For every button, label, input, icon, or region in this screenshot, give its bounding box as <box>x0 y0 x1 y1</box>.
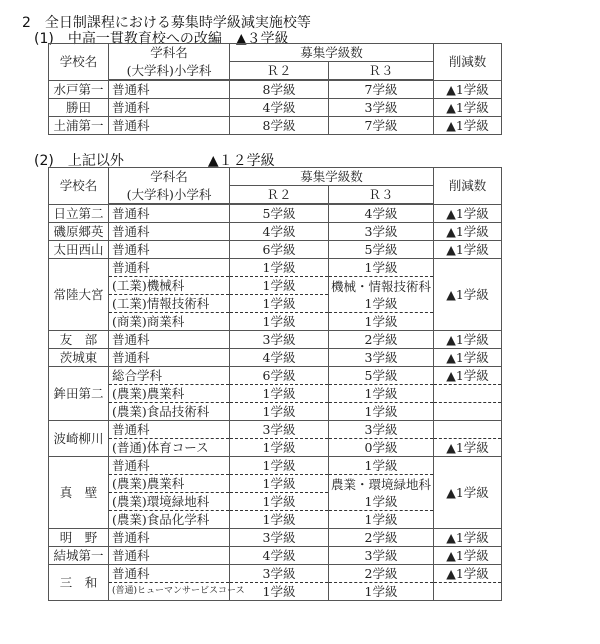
r2-value: 8学級 <box>230 80 329 99</box>
reduction-value: ▲1学級 <box>434 204 502 223</box>
header-reduction: 削減数 <box>434 44 502 81</box>
r2-value: 1学級 <box>230 493 329 511</box>
r2-value: 3学級 <box>230 331 329 349</box>
dept-name: 普通科 <box>109 204 230 223</box>
table-row <box>49 385 502 403</box>
dept-name: (商業)商業科 <box>109 313 230 331</box>
reduction-value: ▲1学級 <box>434 241 502 259</box>
reduction-value: ▲1学級 <box>434 547 502 565</box>
r2-value: 1学級 <box>230 295 329 313</box>
header-row <box>49 44 502 62</box>
r3-value: 1学級 <box>329 385 434 403</box>
header-r2: Ｒ２ <box>230 62 329 81</box>
r3-value: 5学級 <box>329 367 434 385</box>
table-row <box>49 457 502 475</box>
r2-value: 1学級 <box>230 403 329 421</box>
dept-name: (農業)農業科 <box>109 475 230 493</box>
r2-value: 1学級 <box>230 457 329 475</box>
r3-value: 1学級 <box>329 313 434 331</box>
r3-merged-count: 1学級 <box>364 295 398 311</box>
r3-value <box>329 277 434 313</box>
reduction-value <box>434 385 502 403</box>
table-row <box>49 259 502 277</box>
section-1-heading: (1) 中高一貫教育校への改編 ▲３学級 <box>34 31 289 47</box>
r3-value: 1学級 <box>329 403 434 421</box>
header-r2: Ｒ２ <box>230 186 329 205</box>
r2-value: 1学級 <box>230 313 329 331</box>
reduction-value: ▲1学級 <box>434 80 502 99</box>
header-dept-sub: (大学科)小学科 <box>109 186 230 205</box>
reduction-value <box>434 403 502 421</box>
dept-name: 普通科 <box>109 259 230 277</box>
r3-value <box>329 475 434 511</box>
table-row <box>49 403 502 421</box>
dept-name: 普通科 <box>109 80 230 99</box>
r2-value: 3学級 <box>230 565 329 583</box>
dept-name: 普通科 <box>109 331 230 349</box>
table-row <box>49 349 502 367</box>
table-row <box>49 223 502 241</box>
table-row <box>49 547 502 565</box>
school-name: 鉾田第二 <box>49 367 109 421</box>
header-school: 学校名 <box>49 44 109 81</box>
table-row <box>49 367 502 385</box>
r3-merged-name: 機械・情報技術科 <box>331 278 432 294</box>
reduction-value: ▲1学級 <box>434 117 502 135</box>
r3-value: 3学級 <box>329 223 434 241</box>
reduction-table-1 <box>48 43 502 135</box>
dept-name: (工業)機械科 <box>109 277 230 295</box>
school-name: 磯原郷英 <box>49 223 109 241</box>
r3-value: 1学級 <box>329 583 434 601</box>
header-dept: 学科名 <box>109 168 230 186</box>
school-name: 真 壁 <box>49 457 109 529</box>
header-recruit: 募集学級数 <box>230 168 434 186</box>
r2-value: 1学級 <box>230 475 329 493</box>
r3-merged-count: 1学級 <box>364 493 398 509</box>
r3-value: 0学級 <box>329 439 434 457</box>
document-title: 2 全日制課程における募集時学級減実施校等 <box>22 15 311 31</box>
header-reduction: 削減数 <box>434 168 502 205</box>
header-r3: Ｒ３ <box>329 62 434 81</box>
table-row <box>49 331 502 349</box>
school-name: 結城第一 <box>49 547 109 565</box>
header-dept-sub: (大学科)小学科 <box>109 62 230 81</box>
dept-name: 普通科 <box>109 99 230 117</box>
school-name: 日立第二 <box>49 204 109 223</box>
dept-name: 普通科 <box>109 241 230 259</box>
r2-value: 5学級 <box>230 204 329 223</box>
section-2-heading: (2) 上記以外 ▲１２学級 <box>34 153 275 169</box>
dept-name: 普通科 <box>109 349 230 367</box>
dept-name: (農業)食品化学科 <box>109 511 230 529</box>
r3-value: 1学級 <box>329 511 434 529</box>
table-row <box>49 241 502 259</box>
r2-value: 1学級 <box>230 259 329 277</box>
reduction-value: ▲1学級 <box>434 223 502 241</box>
r2-value: 1学級 <box>230 583 329 601</box>
school-name: 明 野 <box>49 529 109 547</box>
r3-value: 3学級 <box>329 349 434 367</box>
dept-name: 普通科 <box>109 421 230 439</box>
r3-value: 3学級 <box>329 547 434 565</box>
reduction-value: ▲1学級 <box>434 529 502 547</box>
r2-value: 4学級 <box>230 349 329 367</box>
reduction-table-2 <box>48 167 502 601</box>
school-name: 茨城東 <box>49 349 109 367</box>
reduction-value: ▲1学級 <box>434 99 502 117</box>
r3-value: 1学級 <box>329 457 434 475</box>
dept-name: 普通科 <box>109 223 230 241</box>
reduction-value <box>434 583 502 601</box>
r3-merged-name: 農業・環境緑地科 <box>331 476 432 492</box>
school-name: 波崎柳川 <box>49 421 109 457</box>
dept-name: (農業)食品技術科 <box>109 403 230 421</box>
school-name: 勝田 <box>49 99 109 117</box>
reduction-value: ▲1学級 <box>434 331 502 349</box>
table-row <box>49 565 502 583</box>
r2-value: 8学級 <box>230 117 329 135</box>
table-row <box>49 99 502 117</box>
header-row <box>49 168 502 186</box>
r3-value: 7学級 <box>329 117 434 135</box>
header-dept: 学科名 <box>109 44 230 62</box>
dept-name: 普通科 <box>109 565 230 583</box>
school-name: 太田西山 <box>49 241 109 259</box>
r3-value: 5学級 <box>329 241 434 259</box>
r3-value: 7学級 <box>329 80 434 99</box>
school-name: 友 部 <box>49 331 109 349</box>
school-name: 水戸第一 <box>49 80 109 99</box>
dept-name: (農業)農業科 <box>109 385 230 403</box>
header-school: 学校名 <box>49 168 109 205</box>
reduction-value <box>434 421 502 439</box>
dept-name: 総合学科 <box>109 367 230 385</box>
table-row <box>49 583 502 601</box>
table-row <box>49 421 502 439</box>
r2-value: 1学級 <box>230 277 329 295</box>
r2-value: 4学級 <box>230 223 329 241</box>
r2-value: 4学級 <box>230 99 329 117</box>
r2-value: 1学級 <box>230 385 329 403</box>
dept-name: 普通科 <box>109 547 230 565</box>
reduction-value: ▲1学級 <box>434 439 502 457</box>
reduction-value: ▲1学級 <box>434 457 502 529</box>
reduction-value: ▲1学級 <box>434 367 502 385</box>
school-name: 常陸大宮 <box>49 259 109 331</box>
r2-value: 3学級 <box>230 421 329 439</box>
dept-name: (農業)環境緑地科 <box>109 493 230 511</box>
reduction-value: ▲1学級 <box>434 349 502 367</box>
reduction-value: ▲1学級 <box>434 259 502 331</box>
school-name: 三 和 <box>49 565 109 601</box>
table-row <box>49 529 502 547</box>
r3-value: 3学級 <box>329 99 434 117</box>
r2-value: 6学級 <box>230 241 329 259</box>
school-name: 土浦第一 <box>49 117 109 135</box>
dept-name: (普通)体育コース <box>109 439 230 457</box>
r3-value: 2学級 <box>329 331 434 349</box>
reduction-value: ▲1学級 <box>434 565 502 583</box>
table-row <box>49 439 502 457</box>
r3-value: 3学級 <box>329 421 434 439</box>
table-row <box>49 117 502 135</box>
dept-name: 普通科 <box>109 529 230 547</box>
r2-value: 4学級 <box>230 547 329 565</box>
header-r3: Ｒ３ <box>329 186 434 205</box>
dept-name: 普通科 <box>109 457 230 475</box>
dept-name: 普通科 <box>109 117 230 135</box>
dept-name: (普通)ヒューマンサービスコース <box>109 583 230 601</box>
r3-value: 4学級 <box>329 204 434 223</box>
r2-value: 1学級 <box>230 439 329 457</box>
r2-value: 1学級 <box>230 511 329 529</box>
r3-value: 2学級 <box>329 565 434 583</box>
r2-value: 6学級 <box>230 367 329 385</box>
table-row <box>49 204 502 223</box>
table-row <box>49 80 502 99</box>
r3-value: 2学級 <box>329 529 434 547</box>
header-recruit: 募集学級数 <box>230 44 434 62</box>
r2-value: 3学級 <box>230 529 329 547</box>
dept-name: (工業)情報技術科 <box>109 295 230 313</box>
r3-value: 1学級 <box>329 259 434 277</box>
